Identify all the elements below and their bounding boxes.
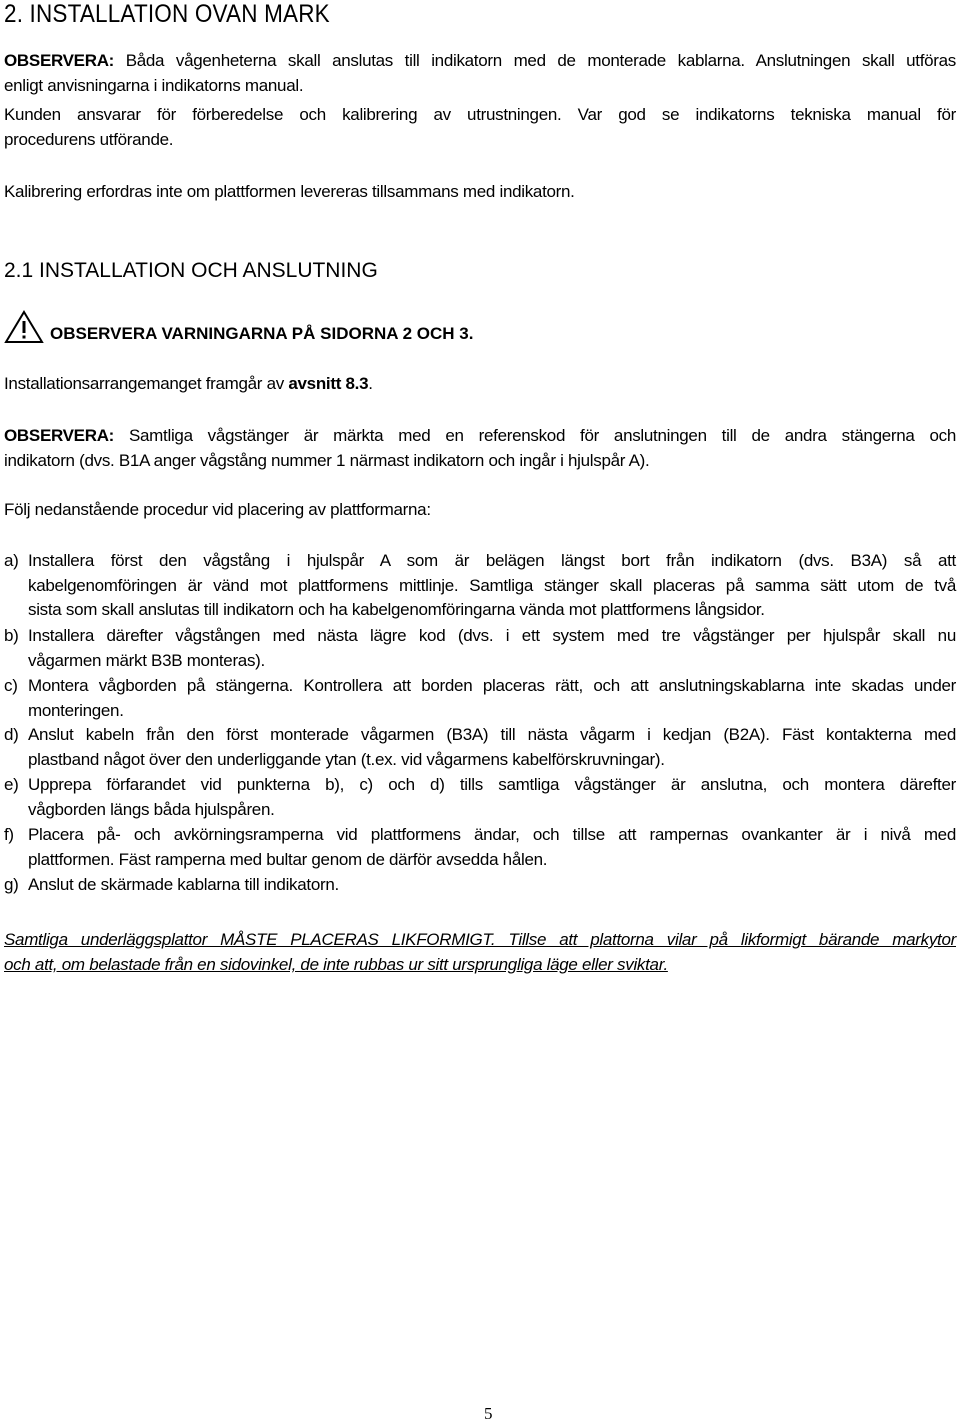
section-heading: 2. INSTALLATION OVAN MARK xyxy=(4,0,330,28)
list-item-label: d) xyxy=(4,725,19,744)
list-item-label: g) xyxy=(4,875,19,894)
kunden-paragraph xyxy=(4,103,956,152)
list-item-label: a) xyxy=(4,551,19,570)
observera-label: OBSERVERA: xyxy=(4,51,115,70)
list-item: c) Montera vågborden på stängerna. Kontrollera att borden placeras rätt, och att anslutningskablarna inte skadas under monteringen. xyxy=(4,676,956,720)
observera-bars xyxy=(4,424,956,473)
observera-intro xyxy=(4,49,956,98)
placement-note-line1: Samtliga underläggsplattor MÅSTE PLACERAS LIKFORMIGT. Tillse att plattorna vilar på likformigt bärande markytor xyxy=(4,930,956,949)
kalibrering-text: Kalibrering erfordras inte om plattformen levereras tillsammans med indikatorn. xyxy=(4,182,575,201)
warning-row xyxy=(4,310,704,344)
list-item: b) Installera därefter vågstången med nästa lägre kod (dvs. i ett system med tre vågstänger per hjulspår skall nu vågarmen märkt B3B monteras). xyxy=(4,626,956,670)
observera-label: OBSERVERA: xyxy=(4,426,115,445)
section-reference: avsnitt 8.3 xyxy=(288,374,369,393)
subsection-heading: 2.1 INSTALLATION OCH ANSLUTNING xyxy=(4,259,378,282)
follow-text: Följ nedanstående procedur vid placering av plattformarna: xyxy=(4,500,431,519)
list-item: d) Anslut kabeln från den först monterade vågarmen (B3A) till nästa vågarm i kedjan (B2A). Fäst kontakterna med plastband något över den underliggande ytan (t.ex. vid vågarmens kabelförskruvningar). xyxy=(4,725,956,769)
warning-text: OBSERVERA VARNINGARNA PÅ SIDORNA 2 OCH 3. xyxy=(50,324,474,343)
list-item-label: c) xyxy=(4,676,18,695)
observera-bars-line1: OBSERVERA: Samtliga vågstänger är märkta med en referenskod för anslutningen till de andra stängerna och xyxy=(4,426,956,445)
kunden-line1: Kunden ansvarar för förberedelse och kalibrering av utrustningen. Var god se indikatorns tekniska manual för xyxy=(4,105,956,124)
list-item: g) Anslut de skärmade kablarna till indikatorn. xyxy=(4,873,956,898)
arrangement-text: Installationsarrangemanget framgår av avsnitt 8.3. xyxy=(4,374,373,393)
list-item-label: f) xyxy=(4,825,14,844)
list-item: f) Placera på- och avkörningsramperna vid plattformens ändar, och tillse att rampernas ovankanter är i nivå med plattformen. Fäst ramperna med bultar genom de därför avsedda hålen. xyxy=(4,825,956,869)
list-item: e) Upprepa förfarandet vid punkterna b), c) och d) tills samtliga vågstänger är anslutna, och montera därefter vågborden längs båda hjulspåren. xyxy=(4,775,956,819)
list-item-label: b) xyxy=(4,626,19,645)
placement-note-line2: och att, om belastade från en sidovinkel, de inte rubbas ur sitt ursprungliga läge eller sviktar. xyxy=(4,955,668,974)
observera-intro-line1: OBSERVERA: Båda vågenheterna skall anslutas till indikatorn med de monterade kablarna. Anslutningen skall utföras xyxy=(4,51,956,70)
observera-bars-line2: indikatorn (dvs. B1A anger vågstång nummer 1 närmast indikatorn och ingår i hjulspår A). xyxy=(4,450,650,470)
list-item-label: e) xyxy=(4,775,19,794)
page-number: 5 xyxy=(484,1404,493,1423)
observera-intro-line2: enligt anvisningarna i indikatorns manual. xyxy=(4,75,304,95)
list-item: a) Installera först den vågstång i hjulspår A som är belägen längst bort från indikatorn (dvs. B3A) så att kabelgenomföringen är vänd mot plattformens mittlinje. Samtliga stänger skall placeras på samma sätt utom de två sista som skall anslutas till indikatorn och ha kabelgenomföringarna vända mot plattformens långsidor. xyxy=(4,551,956,619)
kunden-line2: procedurens utförande. xyxy=(4,129,174,149)
warning-triangle-icon xyxy=(4,310,44,344)
placement-note xyxy=(4,927,956,977)
